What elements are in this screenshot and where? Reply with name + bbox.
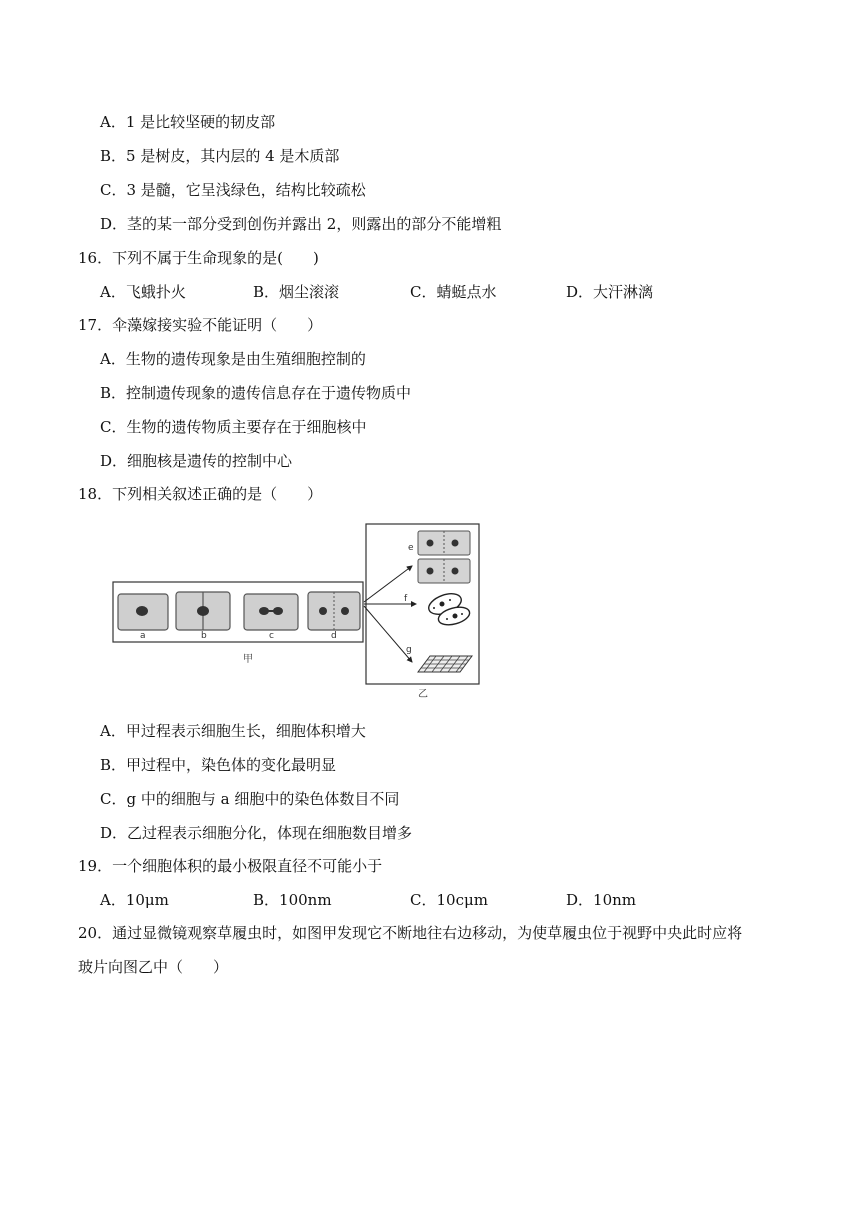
q17-option-d: D．细胞核是遗传的控制中心 (100, 452, 293, 470)
q15-option-b: B．5 是树皮，其内层的 4 是木质部 (100, 147, 340, 165)
yi-label: 乙 (418, 689, 428, 700)
q18-stem: 18．下列相关叙述正确的是（ ） (78, 485, 323, 503)
jia-label: 甲 (243, 654, 253, 665)
arrow-g (364, 606, 412, 662)
e-cells (418, 531, 470, 583)
q19-option-d: D．10nm (566, 891, 636, 909)
q16-option-b: B．烟尘滚滚 (253, 283, 340, 301)
q15-option-a: A．1 是比较坚硬的韧皮部 (100, 113, 276, 131)
q17-stem: 17．伞藻嫁接实验不能证明（ ） (78, 316, 323, 334)
cell-c (244, 594, 298, 630)
f-cells (426, 590, 472, 628)
q19-option-a: A．10μm (100, 891, 169, 909)
q19-option-b: B．100nm (253, 891, 332, 909)
label-a: a (140, 631, 146, 641)
q16-option-a: A．飞蛾扑火 (100, 283, 186, 301)
q16-option-c: C．蜻蜓点水 (410, 283, 497, 301)
q16-options (0, 282, 860, 302)
cell-d (308, 592, 360, 630)
q20-stem-line1: 20．通过显微镜观察草履虫时，如图甲发现它不断地往右边移动，为使草履虫位于视野中央此时应将 (78, 924, 743, 942)
label-f: f (404, 594, 408, 604)
q18-option-b: B．甲过程中，染色体的变化最明显 (100, 756, 337, 774)
label-d: d (331, 631, 337, 641)
q17-option-a: A．生物的遗传现象是由生殖细胞控制的 (100, 350, 366, 368)
label-b: b (201, 631, 207, 641)
q19-option-c: C．10cμm (410, 891, 488, 909)
cell-a (118, 594, 168, 630)
q20-stem-line2: 玻片向图乙中（ ） (78, 958, 229, 976)
q15-option-c: C．3 是髓，它呈浅绿色，结构比较疏松 (100, 181, 366, 199)
q18-option-d: D．乙过程表示细胞分化，体现在细胞数目增多 (100, 824, 413, 842)
q15-option-d: D．茎的某一部分受到创伤并露出 2，则露出的部分不能增粗 (100, 215, 502, 233)
g-tissue (418, 656, 472, 672)
q17-option-b: B．控制遗传现象的遗传信息存在于遗传物质中 (100, 384, 412, 402)
q17-option-c: C．生物的遗传物质主要存在于细胞核中 (100, 418, 367, 436)
label-e: e (408, 543, 414, 553)
q16-option-d: D．大汗淋漓 (566, 283, 654, 301)
q18-option-c: C．g 中的细胞与 a 细胞中的染色体数目不同 (100, 790, 400, 808)
label-g: g (406, 645, 412, 655)
q16-stem: 16．下列不属于生命现象的是( ) (78, 249, 319, 267)
q19-stem: 19．一个细胞体积的最小极限直径不可能小于 (78, 857, 383, 875)
q19-options (0, 890, 860, 910)
q18-option-a: A．甲过程表示细胞生长，细胞体积增大 (100, 722, 366, 740)
cell-division-figure (112, 522, 482, 702)
cell-b (176, 592, 230, 630)
label-c: c (269, 631, 274, 641)
